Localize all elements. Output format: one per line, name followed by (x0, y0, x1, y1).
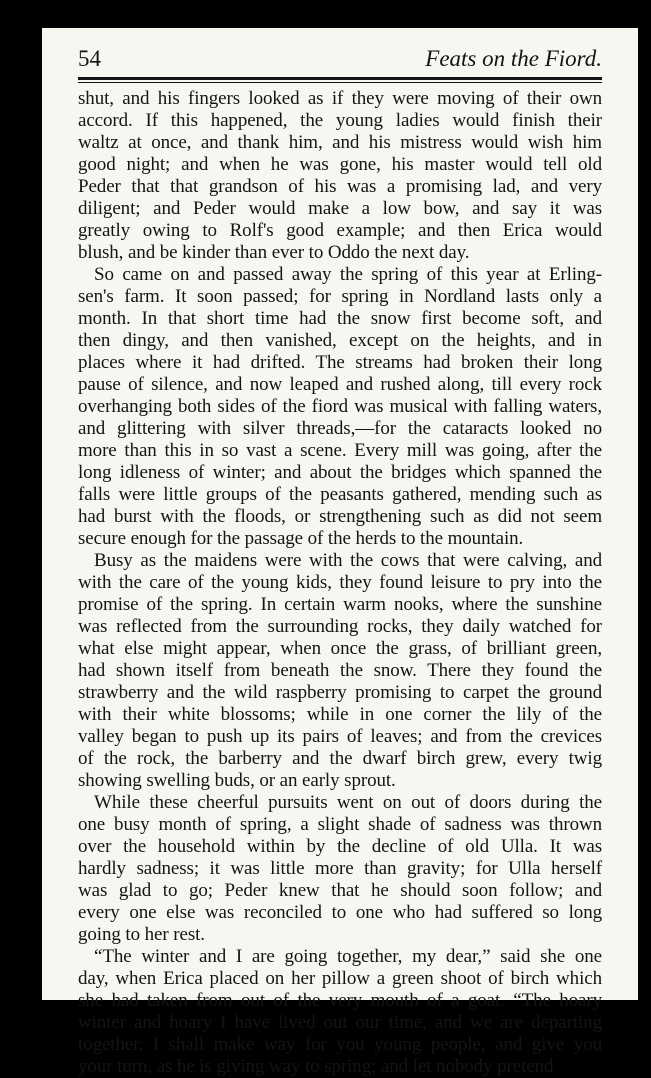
text-line: had burst with the floods, or strengthening such as did not seem (78, 506, 602, 527)
page-number: 54 (78, 46, 101, 71)
page-header (78, 44, 610, 74)
text-line: good night; and when he was gone, his master would tell old (78, 154, 602, 175)
text-line: was reflected from the surrounding rocks, they daily watched for (78, 616, 602, 637)
body-text (78, 88, 602, 1078)
text-line: she had taken from out of the very mouth of a goat. “The hoary (78, 990, 602, 1011)
text-line: long idleness of winter; and about the bridges which spanned the (78, 462, 602, 483)
text-line: waltz at once, and thank him, and his mistress would wish him (78, 132, 602, 153)
text-line: greatly owing to Rolf's good example; and then Erica would (78, 220, 602, 241)
text-line: over the household within by the decline of old Ulla. It was (78, 836, 602, 857)
text-line: more than this in so vast a scene. Every mill was going, after the (78, 440, 602, 461)
text-line: hardly sadness; it was little more than gravity; for Ulla herself (78, 858, 602, 879)
text-line: day, when Erica placed on her pillow a green shoot of birch which (78, 968, 602, 989)
text-line: then dingy, and then vanished, except on the heights, and in (78, 330, 602, 351)
text-line: places where it had drifted. The streams had broken their long (78, 352, 602, 373)
text-line: overhanging both sides of the fiord was musical with falling waters, (78, 396, 602, 417)
text-line: blush, and be kinder than ever to Oddo the next day. (78, 242, 470, 263)
text-line: with the care of the young kids, they found leisure to pry into the (78, 572, 602, 593)
text-line: promise of the spring. In certain warm nooks, where the sunshine (78, 594, 602, 615)
text-line: every one else was reconciled to one who had suffered so long (78, 902, 602, 923)
text-line: diligent; and Peder would make a low bow, and say it was (78, 198, 602, 219)
text-line: accord. If this happened, the young ladies would finish their (78, 110, 602, 131)
text-line: pause of silence, and now leaped and rushed along, till every rock (78, 374, 602, 395)
paragraph (78, 946, 602, 1078)
paragraph (78, 264, 602, 550)
text-line: what else might appear, when once the grass, of brilliant green, (78, 638, 602, 659)
header-rule-thick (78, 77, 602, 80)
text-line: and glittering with silver threads,—for the cataracts looked no (78, 418, 602, 439)
header-rule-thin (78, 82, 602, 83)
text-line: Peder that that grandson of his was a promising lad, and very (78, 176, 602, 197)
text-line: with their white blossoms; while in one corner the lily of the (78, 704, 602, 725)
text-line: Busy as the maidens were with the cows that were calving, and (94, 550, 602, 571)
text-line: shut, and his fingers looked as if they were moving of their own (78, 88, 602, 109)
text-line: valley began to push up its pairs of leaves; and from the crevices (78, 726, 602, 747)
paragraph (78, 88, 602, 264)
text-line: was glad to go; Peder knew that he should soon follow; and (78, 880, 602, 901)
text-line: So came on and passed away the spring of this year at Erling- (94, 264, 602, 285)
text-line: month. In that short time had the snow first become soft, and (78, 308, 602, 329)
text-line: strawberry and the wild raspberry promising to carpet the ground (78, 682, 602, 703)
text-line: falls were little groups of the peasants gathered, mending such as (78, 484, 602, 505)
text-line: going to her rest. (78, 924, 205, 945)
text-line: secure enough for the passage of the herds to the mountain. (78, 528, 524, 549)
text-line: had shown itself from beneath the snow. There they found the (78, 660, 602, 681)
text-line: one busy month of spring, a slight shade of sadness was thrown (78, 814, 602, 835)
text-line: “The winter and I are going together, my dear,” said she one (94, 946, 602, 967)
text-line: of the rock, the barberry and the dwarf birch grew, every twig (78, 748, 602, 769)
text-line: showing swelling buds, or an early sprout. (78, 770, 396, 791)
paragraph (78, 792, 602, 946)
text-line: While these cheerful pursuits went on out of doors during the (94, 792, 602, 813)
paragraph (78, 550, 602, 792)
text-line: your turn, as he is giving way to spring; and let nobody pretend (78, 1056, 554, 1077)
text-line: winter and hoary I have lived out our time, and we are departing (78, 1012, 602, 1033)
text-line: sen's farm. It soon passed; for spring in Nordland lasts only a (78, 286, 602, 307)
running-title: Feats on the Fiord. (425, 46, 602, 71)
text-line: together. I shall make way for you young people, and give you (78, 1034, 602, 1055)
book-page (42, 28, 638, 1077)
